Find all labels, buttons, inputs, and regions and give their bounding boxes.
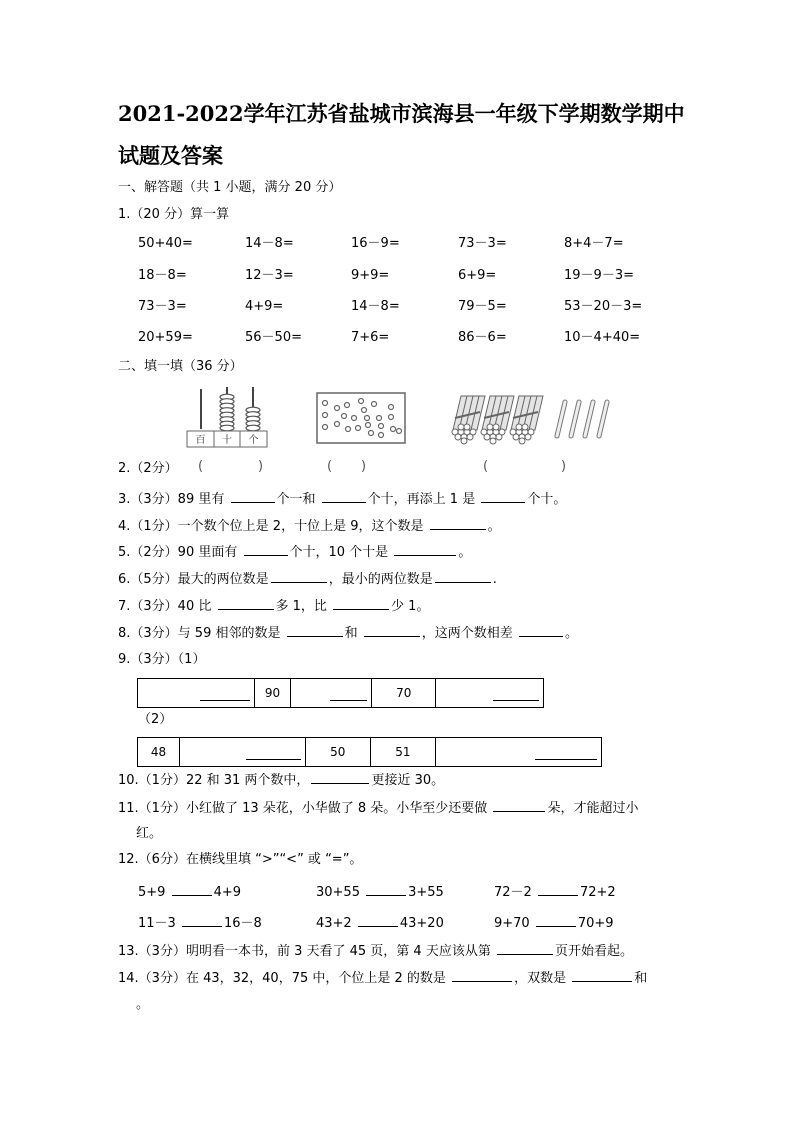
q12-left: 11－3 xyxy=(138,916,176,931)
q14 xyxy=(118,969,647,987)
svg-text:十: 十 xyxy=(222,435,232,446)
q14-blank-2[interactable] xyxy=(572,969,632,982)
q14-mid1: ，双数是 xyxy=(514,971,567,986)
q12-compare xyxy=(316,883,444,901)
q12-compare xyxy=(494,883,616,901)
q1-expr: 18－8= xyxy=(138,268,187,283)
q9-t2-cell: 48 xyxy=(138,738,180,767)
q12-right: 43+20 xyxy=(399,916,444,931)
q1-expr: 6+9= xyxy=(458,268,497,283)
q1-expr: 50+40= xyxy=(138,236,193,251)
q3 xyxy=(118,490,566,508)
q8 xyxy=(118,624,578,642)
q7 xyxy=(118,597,429,615)
q7-prefix: 7.（3分）40 比 xyxy=(118,599,212,614)
q12-right: 16－8 xyxy=(223,916,262,931)
q4-blank[interactable] xyxy=(430,517,486,530)
q6-suffix: . xyxy=(492,572,497,587)
q2-answer-paren-open: ( xyxy=(198,459,204,474)
q9-t1-cell: 90 xyxy=(255,679,291,708)
q11-line2: 红。 xyxy=(136,826,163,841)
q10-prefix: 10.（1分）22 和 31 两个数中， xyxy=(118,773,310,788)
q2-answer-paren-close: ) xyxy=(561,459,567,474)
q1-expr: 10－4+40= xyxy=(564,330,641,345)
abacus-image xyxy=(185,385,271,449)
q11-suffix: 朵，才能超过小 xyxy=(547,801,639,816)
q5-suffix: 。 xyxy=(458,545,472,560)
q12-blank[interactable] xyxy=(536,914,576,927)
q4-prefix: 4.（1分）一个数个位上是 2，十位上是 9，这个数是 xyxy=(118,519,424,534)
q6-prefix: 6.（5分）最大的两位数是 xyxy=(118,572,269,587)
page-title-line2: 试题及答案 xyxy=(118,143,223,168)
q2-answer-paren-open: ( xyxy=(483,459,489,474)
q6-blank-1[interactable] xyxy=(271,570,327,583)
q12-compare xyxy=(494,914,614,932)
q8-suffix: 。 xyxy=(564,626,578,641)
q9-sub2-label: （2） xyxy=(138,712,173,727)
q14-blank-1[interactable] xyxy=(452,969,512,982)
q13-prefix: 13.（3分）明明看一本书，前 3 天看了 45 页，第 4 天应该从第 xyxy=(118,944,491,959)
q8-prefix: 8.（3分）与 59 相邻的数是 xyxy=(118,626,281,641)
q9-t1-cell-blank[interactable] xyxy=(138,679,255,708)
q3-mid2: 个十，再添上 1 是 xyxy=(367,492,476,507)
q9-t1-cell-blank[interactable] xyxy=(436,679,544,708)
q6-mid1: ，最小的两位数是 xyxy=(328,572,433,587)
q11-prefix: 11.（1分）小红做了 13 朵花，小华做了 8 朵。小华至少还要做 xyxy=(118,801,488,816)
q1-expr: 79－5= xyxy=(458,299,507,314)
q9-t2-cell-blank[interactable] xyxy=(179,738,305,767)
q2-answer-paren-close: ) xyxy=(258,459,264,474)
q5-blank-2[interactable] xyxy=(394,543,456,556)
q5 xyxy=(118,543,471,561)
q1-expr: 7+6= xyxy=(351,330,390,345)
q14-line2: 。 xyxy=(136,997,150,1012)
q12-left: 43+2 xyxy=(316,916,352,931)
q12-left: 72－2 xyxy=(494,885,532,900)
q8-blank-3[interactable] xyxy=(519,624,563,637)
q12-compare xyxy=(138,883,241,901)
q8-blank-2[interactable] xyxy=(364,624,420,637)
q12-right: 4+9 xyxy=(213,885,242,900)
q1-label: 1.（20 分）算一算 xyxy=(118,207,230,222)
q3-prefix: 3.（3分）89 里有 xyxy=(118,492,225,507)
svg-text:百: 百 xyxy=(195,435,206,446)
q9-t1-cell: 70 xyxy=(372,679,436,708)
q12-right: 3+55 xyxy=(408,885,444,900)
q9-number-table-2 xyxy=(137,737,602,767)
page-title-line1: 2021-2022学年江苏省盐城市滨海县一年级下学期数学期中 xyxy=(118,101,685,126)
q4 xyxy=(118,517,501,535)
q13-suffix: 页开始看起。 xyxy=(554,944,633,959)
q13-blank[interactable] xyxy=(497,942,553,955)
q8-mid2: ，这两个数相差 xyxy=(421,626,513,641)
q1-expr: 19－9－3= xyxy=(564,268,634,283)
q6 xyxy=(118,570,497,588)
section1-heading: 一、解答题（共 1 小题，满分 20 分） xyxy=(118,180,342,195)
q2-label: 2.（2分） xyxy=(118,461,178,476)
q12-right: 72+2 xyxy=(579,885,616,900)
q7-mid1: 多 1，比 xyxy=(275,599,327,614)
q9-t1-cell-blank[interactable] xyxy=(290,679,372,708)
q1-expr: 16－9= xyxy=(351,236,400,251)
q8-mid1: 和 xyxy=(344,626,358,641)
q12-blank[interactable] xyxy=(182,914,222,927)
q12-left: 30+55 xyxy=(316,885,360,900)
q9-t2-cell: 50 xyxy=(305,738,370,767)
q2-answer-paren-open: ( xyxy=(327,459,333,474)
q12-label: 12.（6分）在横线里填 “>”“<” 或 “=”。 xyxy=(118,852,363,867)
q12-compare xyxy=(316,914,444,932)
q3-mid1: 个一和 xyxy=(276,492,316,507)
q11-blank[interactable] xyxy=(493,799,545,812)
q7-blank-1[interactable] xyxy=(218,597,274,610)
q1-expr: 14－8= xyxy=(245,236,294,251)
q6-blank-2[interactable] xyxy=(435,570,491,583)
q12-left: 5+9 xyxy=(138,885,166,900)
svg-text:个: 个 xyxy=(248,435,259,446)
q9-t2-cell: 51 xyxy=(370,738,436,767)
q11 xyxy=(118,799,638,817)
q1-expr: 4+9= xyxy=(245,299,284,314)
q10-blank[interactable] xyxy=(311,771,369,784)
q12-left: 9+70 xyxy=(494,916,530,931)
q1-expr: 56－50= xyxy=(245,330,302,345)
q10-suffix: 更接近 30。 xyxy=(371,773,445,788)
q12-blank[interactable] xyxy=(538,883,578,896)
q3-blank-2[interactable] xyxy=(322,490,366,503)
q12-compare xyxy=(138,914,262,932)
q14-suffix: 和 xyxy=(634,971,648,986)
q1-expr: 12－3= xyxy=(245,268,294,283)
q13 xyxy=(118,942,633,960)
q1-expr: 8+4－7= xyxy=(564,236,624,251)
q9-label: 9.（3分）（1） xyxy=(118,652,206,667)
q12-blank[interactable] xyxy=(172,883,212,896)
q12-blank[interactable] xyxy=(366,883,406,896)
q7-suffix: 少 1。 xyxy=(391,599,430,614)
q3-blank-3[interactable] xyxy=(481,490,525,503)
q9-t2-cell-blank[interactable] xyxy=(436,738,602,767)
q1-expr: 53－20－3= xyxy=(564,299,643,314)
q5-prefix: 5.（2分）90 里面有 xyxy=(118,545,238,560)
q1-expr: 73－3= xyxy=(458,236,507,251)
q1-expr: 9+9= xyxy=(351,268,390,283)
q1-expr: 86－6= xyxy=(458,330,507,345)
q7-blank-2[interactable] xyxy=(333,597,389,610)
q14-prefix: 14.（3分）在 43，32，40，75 中，个位上是 2 的数是 xyxy=(118,971,446,986)
q8-blank-1[interactable] xyxy=(287,624,343,637)
q2-answer-paren-close: ) xyxy=(361,459,367,474)
q5-blank-1[interactable] xyxy=(244,543,288,556)
q3-blank-1[interactable] xyxy=(231,490,275,503)
q12-blank[interactable] xyxy=(358,914,398,927)
q12-right: 70+9 xyxy=(577,916,614,931)
q5-mid1: 个十，10 个十是 xyxy=(289,545,389,560)
q1-expr: 73－3= xyxy=(138,299,187,314)
q9-number-table-1 xyxy=(137,678,544,708)
q10 xyxy=(118,771,444,789)
section2-heading: 二、填一填（36 分） xyxy=(118,359,243,374)
q1-expr: 20+59= xyxy=(138,330,193,345)
stick-bundles-image xyxy=(445,390,615,446)
q4-suffix: 。 xyxy=(487,519,501,534)
q1-expr: 14－8= xyxy=(351,299,400,314)
q3-suffix: 个十。 xyxy=(527,492,567,507)
dots-box-image xyxy=(315,391,407,445)
